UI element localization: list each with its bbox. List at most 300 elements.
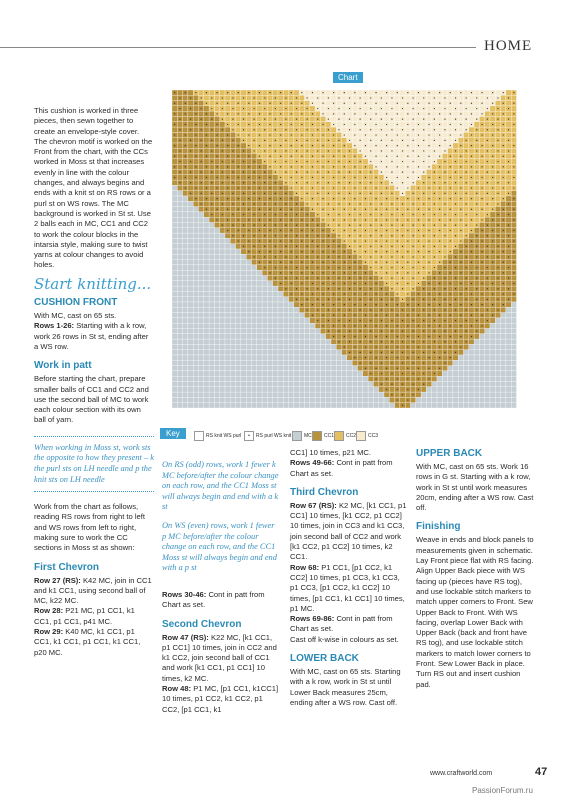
- chart-cell: [405, 297, 410, 302]
- chart-cell: [485, 291, 490, 296]
- chart-cell: [273, 297, 278, 302]
- purl-dot: [185, 187, 186, 188]
- chart-cell: [432, 185, 437, 190]
- chart-cell: [384, 265, 389, 270]
- chart-cell: [199, 164, 204, 169]
- chart-cell: [283, 249, 288, 254]
- purl-dot: [418, 251, 419, 252]
- purl-dot: [354, 145, 355, 146]
- chart-cell: [432, 228, 437, 233]
- chart-cell: [379, 270, 384, 275]
- purl-dot: [301, 293, 302, 294]
- chart-cell: [474, 323, 479, 328]
- chart-cell: [214, 307, 219, 312]
- chart-cell: [294, 185, 299, 190]
- chart-cell: [320, 233, 325, 238]
- purl-dot: [375, 368, 376, 369]
- chart-cell: [310, 244, 315, 249]
- purl-dot: [280, 166, 281, 167]
- purl-dot: [259, 262, 260, 263]
- chart-cell: [236, 244, 241, 249]
- purl-dot: [301, 156, 302, 157]
- chart-cell: [183, 127, 188, 132]
- chart-cell: [437, 180, 442, 185]
- chart-cell: [278, 148, 283, 153]
- chart-cell: [389, 207, 394, 212]
- purl-dot: [471, 156, 472, 157]
- chart-cell: [267, 148, 272, 153]
- purl-dot: [450, 103, 451, 104]
- purl-dot: [476, 278, 477, 279]
- chart-cell: [315, 175, 320, 180]
- chart-cell: [246, 265, 251, 270]
- purl-dot: [402, 214, 403, 215]
- chart-cell: [204, 254, 209, 259]
- chart-cell: [289, 117, 294, 122]
- chart-cell: [204, 281, 209, 286]
- purl-dot: [211, 140, 212, 141]
- purl-dot: [381, 203, 382, 204]
- purl-dot: [296, 267, 297, 268]
- chart-cell: [172, 265, 177, 270]
- chart-cell: [495, 164, 500, 169]
- purl-dot: [455, 267, 456, 268]
- purl-dot: [280, 187, 281, 188]
- chart-cell: [358, 313, 363, 318]
- chart-cell: [199, 207, 204, 212]
- chart-cell: [220, 260, 225, 265]
- chart-cell: [400, 376, 405, 381]
- chart-cell: [389, 154, 394, 159]
- purl-dot: [365, 113, 366, 114]
- chart-cell: [389, 122, 394, 127]
- chart-cell: [193, 297, 198, 302]
- purl-dot: [418, 315, 419, 316]
- chart-cell: [511, 323, 516, 328]
- purl-dot: [397, 336, 398, 337]
- purl-dot: [460, 187, 461, 188]
- purl-dot: [455, 299, 456, 300]
- purl-dot: [434, 172, 435, 173]
- chart-cell: [236, 276, 241, 281]
- chart-cell: [188, 334, 193, 339]
- purl-dot: [407, 272, 408, 273]
- chart-cell: [183, 360, 188, 365]
- purl-dot: [248, 124, 249, 125]
- chart-cell: [331, 339, 336, 344]
- chart-cell: [183, 307, 188, 312]
- chart-cell: [448, 212, 453, 217]
- chart-cell: [511, 223, 516, 228]
- purl-dot: [360, 299, 361, 300]
- chart-cell: [336, 344, 341, 349]
- chart-cell: [214, 344, 219, 349]
- chart-cell: [183, 329, 188, 334]
- purl-dot: [301, 240, 302, 241]
- chart-cell: [379, 143, 384, 148]
- purl-dot: [365, 103, 366, 104]
- chart-cell: [283, 360, 288, 365]
- chart-cell: [432, 260, 437, 265]
- chart-cell: [373, 318, 378, 323]
- chart-cell: [506, 260, 511, 265]
- chart-cell: [469, 265, 474, 270]
- chart-cell: [193, 344, 198, 349]
- chart-cell: [464, 175, 469, 180]
- chart-cell: [326, 382, 331, 387]
- chart-cell: [193, 254, 198, 259]
- chart-cell: [469, 95, 474, 100]
- chart-cell: [336, 196, 341, 201]
- chart-cell: [320, 366, 325, 371]
- purl-dot: [338, 172, 339, 173]
- chart-cell: [485, 281, 490, 286]
- chart-cell: [278, 212, 283, 217]
- chart-cell: [363, 170, 368, 175]
- chart-cell: [188, 382, 193, 387]
- purl-dot: [328, 267, 329, 268]
- purl-dot: [413, 288, 414, 289]
- chart-cell: [294, 122, 299, 127]
- purl-dot: [397, 240, 398, 241]
- purl-dot: [248, 209, 249, 210]
- chart-cell: [416, 159, 421, 164]
- chart-cell: [183, 244, 188, 249]
- chart-cell: [352, 366, 357, 371]
- purl-dot: [492, 262, 493, 263]
- chart-cell: [289, 307, 294, 312]
- chart-cell: [320, 360, 325, 365]
- chart-cell: [421, 291, 426, 296]
- chart-cell: [363, 201, 368, 206]
- chart-cell: [373, 191, 378, 196]
- chart-cell: [262, 323, 267, 328]
- purl-dot: [238, 156, 239, 157]
- chart-cell: [299, 201, 304, 206]
- purl-dot: [487, 267, 488, 268]
- chart-cell: [204, 286, 209, 291]
- chart-cell: [342, 382, 347, 387]
- chart-cell: [416, 276, 421, 281]
- purl-dot: [264, 235, 265, 236]
- chart-cell: [177, 132, 182, 137]
- purl-dot: [455, 140, 456, 141]
- purl-dot: [275, 119, 276, 120]
- chart-cell: [262, 101, 267, 106]
- purl-dot: [481, 113, 482, 114]
- chart-cell: [252, 360, 257, 365]
- chart-cell: [209, 196, 214, 201]
- chart-cell: [405, 223, 410, 228]
- chart-cell: [326, 196, 331, 201]
- chart-cell: [230, 111, 235, 116]
- chart-cell: [172, 302, 177, 307]
- purl-dot: [259, 113, 260, 114]
- purl-dot: [397, 293, 398, 294]
- chart-cell: [183, 297, 188, 302]
- chart-cell: [485, 350, 490, 355]
- chart-cell: [411, 122, 416, 127]
- purl-dot: [280, 103, 281, 104]
- purl-dot: [195, 124, 196, 125]
- chart-cell: [294, 154, 299, 159]
- chart-cell: [432, 111, 437, 116]
- purl-dot: [185, 124, 186, 125]
- purl-dot: [174, 166, 175, 167]
- chart-cell: [373, 223, 378, 228]
- chart-cell: [283, 339, 288, 344]
- chart-cell: [188, 207, 193, 212]
- chart-cell: [273, 101, 278, 106]
- purl-dot: [487, 288, 488, 289]
- purl-dot: [386, 240, 387, 241]
- chart-cell: [363, 276, 368, 281]
- purl-dot: [333, 166, 334, 167]
- purl-dot: [460, 134, 461, 135]
- chart-cell: [289, 376, 294, 381]
- purl-dot: [349, 267, 350, 268]
- chart-cell: [331, 371, 336, 376]
- chart-cell: [384, 244, 389, 249]
- chart-cell: [437, 170, 442, 175]
- chart-cell: [209, 376, 214, 381]
- chart-cell: [432, 249, 437, 254]
- purl-dot: [466, 140, 467, 141]
- purl-dot: [450, 304, 451, 305]
- chart-cell: [411, 302, 416, 307]
- chart-cell: [506, 101, 511, 106]
- chart-cell: [437, 117, 442, 122]
- purl-dot: [264, 203, 265, 204]
- purl-dot: [360, 203, 361, 204]
- chart-cell: [389, 90, 394, 95]
- purl-dot: [497, 235, 498, 236]
- chart-cell: [310, 212, 315, 217]
- chart-cell: [289, 212, 294, 217]
- chart-cell: [501, 350, 506, 355]
- chart-cell: [379, 101, 384, 106]
- chart-cell: [426, 307, 431, 312]
- purl-dot: [439, 283, 440, 284]
- chart-cell: [177, 318, 182, 323]
- purl-dot: [248, 177, 249, 178]
- chart-cell: [490, 223, 495, 228]
- chart-cell: [214, 249, 219, 254]
- purl-dot: [354, 103, 355, 104]
- chart-cell: [199, 318, 204, 323]
- chart-cell: [273, 111, 278, 116]
- chart-cell: [453, 366, 458, 371]
- purl-dot: [423, 256, 424, 257]
- chart-cell: [326, 260, 331, 265]
- purl-dot: [344, 209, 345, 210]
- purl-dot: [264, 161, 265, 162]
- chart-cell: [236, 376, 241, 381]
- purl-dot: [232, 172, 233, 173]
- chart-cell: [358, 323, 363, 328]
- purl-dot: [492, 198, 493, 199]
- purl-dot: [428, 240, 429, 241]
- purl-dot: [365, 283, 366, 284]
- chart-cell: [294, 270, 299, 275]
- purl-dot: [481, 145, 482, 146]
- chart-cell: [336, 302, 341, 307]
- purl-dot: [481, 293, 482, 294]
- chart-cell: [479, 138, 484, 143]
- chart-cell: [336, 323, 341, 328]
- chart-cell: [453, 101, 458, 106]
- purl-dot: [365, 230, 366, 231]
- chart-cell: [458, 360, 463, 365]
- purl-dot: [397, 113, 398, 114]
- chart-cell: [289, 170, 294, 175]
- chart-cell: [289, 344, 294, 349]
- purl-dot: [317, 246, 318, 247]
- purl-dot: [455, 150, 456, 151]
- chart-cell: [305, 154, 310, 159]
- chart-cell: [230, 344, 235, 349]
- chart-cell: [432, 164, 437, 169]
- purl-dot: [216, 198, 217, 199]
- purl-dot: [333, 272, 334, 273]
- chart-cell: [384, 233, 389, 238]
- chart-cell: [310, 159, 315, 164]
- chart-cell: [442, 323, 447, 328]
- chart-cell: [495, 355, 500, 360]
- purl-dot: [434, 119, 435, 120]
- chart-cell: [262, 382, 267, 387]
- row29: Row 29: K40 MC, k1 CC1, p1 CC1, k1 CC1, p1 CC1, k1 CC1, p20 MC.: [34, 627, 141, 657]
- chart-cell: [363, 244, 368, 249]
- chart-cell: [315, 344, 320, 349]
- chart-cell: [220, 175, 225, 180]
- purl-dot: [254, 161, 255, 162]
- chart-cell: [416, 106, 421, 111]
- chart-cell: [421, 281, 426, 286]
- purl-dot: [365, 304, 366, 305]
- chart-cell: [326, 334, 331, 339]
- chart-cell: [368, 217, 373, 222]
- chart-cell: [188, 276, 193, 281]
- purl-dot: [333, 325, 334, 326]
- chart-cell: [363, 233, 368, 238]
- chart-cell: [411, 154, 416, 159]
- purl-dot: [497, 161, 498, 162]
- purl-dot: [238, 209, 239, 210]
- chart-cell: [262, 249, 267, 254]
- chart-cell: [331, 127, 336, 132]
- chart-cell: [230, 175, 235, 180]
- chart-cell: [342, 180, 347, 185]
- purl-dot: [344, 336, 345, 337]
- purl-dot: [503, 262, 504, 263]
- chart-cell: [405, 159, 410, 164]
- chart-cell: [230, 286, 235, 291]
- chart-cell: [278, 323, 283, 328]
- chart-cell: [411, 238, 416, 243]
- purl-dot: [248, 166, 249, 167]
- chart-cell: [368, 238, 373, 243]
- chart-cell: [331, 106, 336, 111]
- purl-dot: [190, 119, 191, 120]
- chart-cell: [453, 371, 458, 376]
- purl-dot: [333, 219, 334, 220]
- chart-cell: [225, 191, 230, 196]
- purl-dot: [466, 182, 467, 183]
- chart-cell: [469, 254, 474, 259]
- purl-dot: [466, 161, 467, 162]
- purl-dot: [312, 315, 313, 316]
- purl-dot: [375, 251, 376, 252]
- chart-cell: [320, 106, 325, 111]
- chart-cell: [310, 117, 315, 122]
- chart-cell: [368, 122, 373, 127]
- purl-dot: [322, 92, 323, 93]
- chart-cell: [193, 270, 198, 275]
- section-title: HOME: [484, 38, 533, 54]
- chart-cell: [246, 382, 251, 387]
- purl-dot: [503, 251, 504, 252]
- chart-cell: [209, 270, 214, 275]
- chart-cell: [241, 329, 246, 334]
- purl-dot: [402, 97, 403, 98]
- purl-dot: [513, 166, 514, 167]
- chart-cell: [209, 344, 214, 349]
- chart-cell: [310, 376, 315, 381]
- purl-dot: [487, 225, 488, 226]
- chart-cell: [193, 334, 198, 339]
- purl-dot: [370, 108, 371, 109]
- chart-cell: [358, 143, 363, 148]
- chart-cell: [220, 355, 225, 360]
- chart-cell: [199, 329, 204, 334]
- chart-cell: [469, 350, 474, 355]
- chart-cell: [453, 164, 458, 169]
- purl-dot: [418, 325, 419, 326]
- purl-dot: [386, 92, 387, 93]
- purl-dot: [344, 240, 345, 241]
- purl-dot: [280, 262, 281, 263]
- chart-cell: [458, 276, 463, 281]
- chart-cell: [188, 154, 193, 159]
- chart-cell: [214, 281, 219, 286]
- chart-cell: [225, 323, 230, 328]
- chart-cell: [379, 302, 384, 307]
- purl-dot: [460, 346, 461, 347]
- chart-cell: [278, 244, 283, 249]
- purl-dot: [328, 214, 329, 215]
- moss-tip: When working in Moss st, work sts the opposite to how they present – k the purl sts on LH needle and p the knit sts on LH needle: [34, 442, 154, 484]
- chart-cell: [373, 244, 378, 249]
- chart-cell: [389, 291, 394, 296]
- chart-cell: [453, 90, 458, 95]
- chart-cell: [262, 276, 267, 281]
- chart-cell: [474, 260, 479, 265]
- chart-cell: [395, 138, 400, 143]
- chart-cell: [432, 101, 437, 106]
- purl-dot: [307, 119, 308, 120]
- chart-cell: [373, 350, 378, 355]
- chart-cell: [294, 175, 299, 180]
- chart-cell: [262, 355, 267, 360]
- chart-cell: [442, 281, 447, 286]
- chart-cell: [490, 339, 495, 344]
- purl-dot: [264, 119, 265, 120]
- chart-cell: [204, 106, 209, 111]
- purl-dot: [365, 251, 366, 252]
- purl-dot: [402, 299, 403, 300]
- purl-dot: [381, 341, 382, 342]
